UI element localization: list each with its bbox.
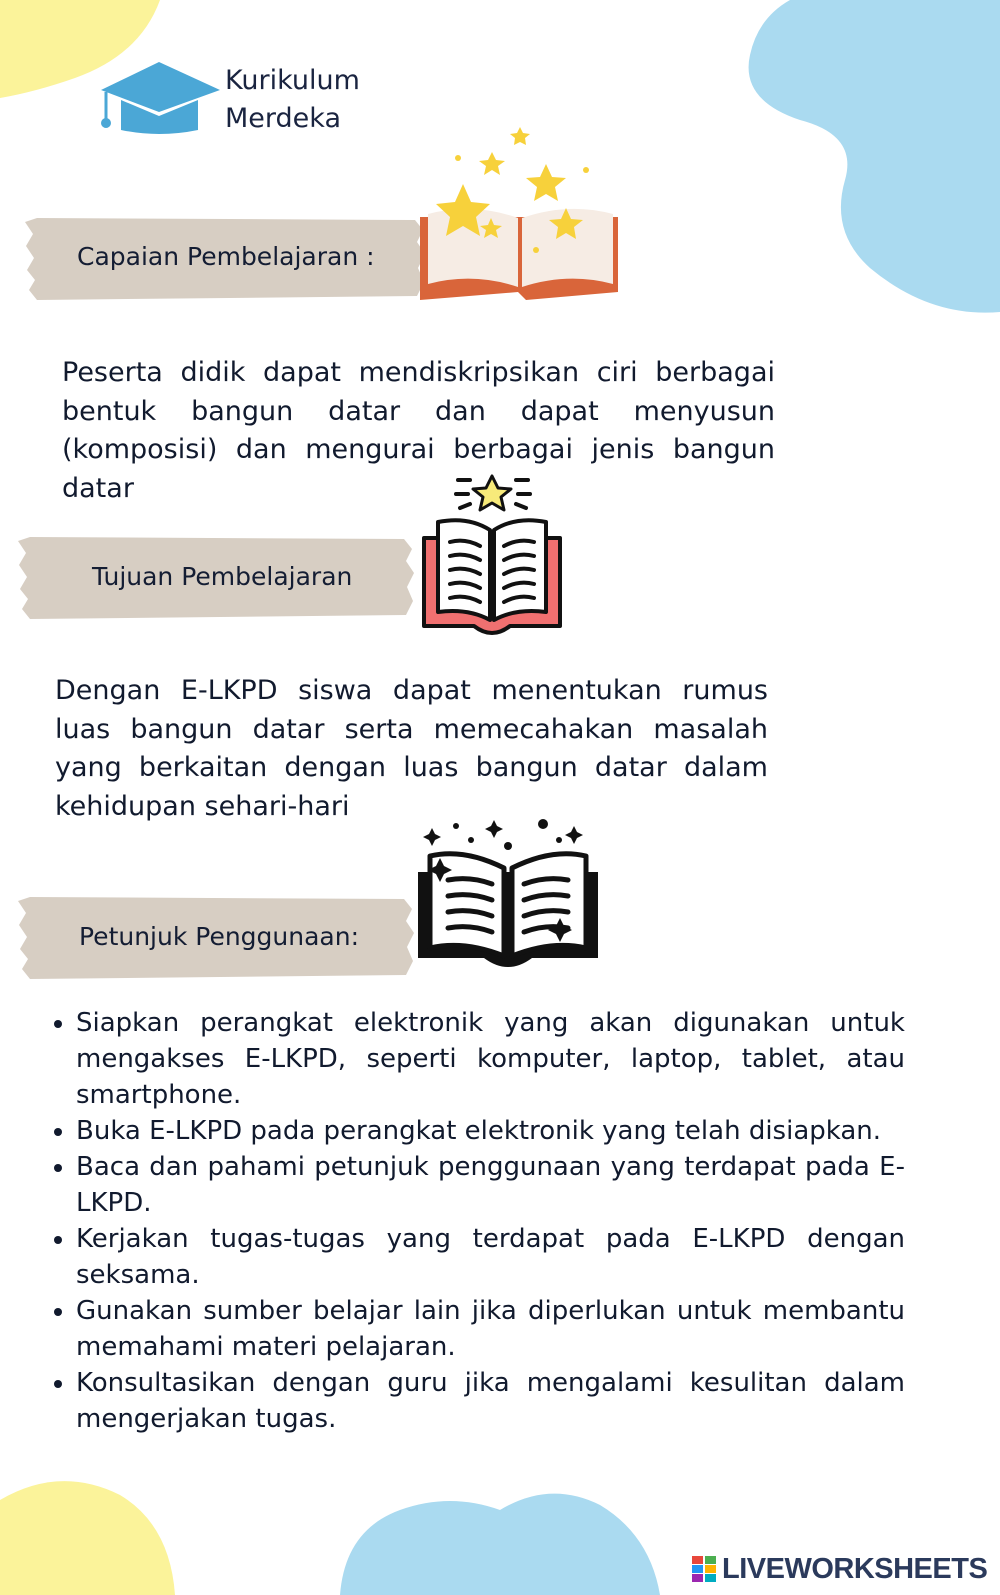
graduation-cap-icon bbox=[96, 60, 226, 140]
usage-instructions-list bbox=[50, 1005, 905, 1437]
list-item: Kerjakan tugas-tugas yang terdapat pada E-LKPD dengan seksama. bbox=[50, 1221, 905, 1293]
liveworksheets-icon bbox=[692, 1556, 716, 1582]
section-title-tujuan: Tujuan Pembelajaran bbox=[92, 562, 353, 591]
section-title-capaian: Capaian Pembelajaran : bbox=[77, 242, 375, 271]
brand-title bbox=[225, 62, 360, 138]
open-book-sparkles-icon bbox=[416, 818, 601, 976]
capaian-text: Peserta didik dapat mendiskripsikan ciri berbagai bentuk bangun datar dan dapat menyusun (komposisi) dan mengurai berbagai jenis bangun datar bbox=[62, 357, 775, 504]
list-item: Siapkan perangkat elektronik yang akan digunakan untuk mengakses E-LKPD, seperti komputer, laptop, tablet, atau smartphone. bbox=[50, 1005, 905, 1113]
blue-blob-top-right bbox=[740, 0, 1000, 320]
yellow-blob-bottom-left bbox=[0, 1475, 180, 1595]
list-item: Buka E-LKPD pada perangkat elektronik yang telah disiapkan. bbox=[50, 1113, 905, 1149]
brand-line-2: Merdeka bbox=[225, 103, 341, 134]
tujuan-description bbox=[55, 672, 768, 826]
list-item: Baca dan pahami petunjuk penggunaan yang terdapat pada E-LKPD. bbox=[50, 1149, 905, 1221]
blue-blob-bottom-center bbox=[340, 1480, 660, 1595]
liveworksheets-text: LIVEWORKSHEETS bbox=[722, 1552, 988, 1585]
open-book-red-icon bbox=[420, 470, 565, 642]
brand-line-1: Kurikulum bbox=[225, 65, 360, 96]
list-item: Konsultasikan dengan guru jika mengalami kesulitan dalam mengerjakan tugas. bbox=[50, 1365, 905, 1437]
liveworksheets-logo[interactable] bbox=[692, 1550, 987, 1588]
tujuan-text: Dengan E-LKPD siswa dapat menentukan rumus luas bangun datar serta memecahakan masalah yang berkaitan dengan luas bangun datar dalam kehidupan sehari-hari bbox=[55, 675, 768, 822]
list-item: Gunakan sumber belajar lain jika diperlukan untuk membantu memahami materi pelajaran. bbox=[50, 1293, 905, 1365]
open-book-stars-icon bbox=[418, 122, 628, 304]
section-title-petunjuk: Petunjuk Penggunaan: bbox=[79, 922, 360, 951]
capaian-description bbox=[62, 354, 775, 508]
